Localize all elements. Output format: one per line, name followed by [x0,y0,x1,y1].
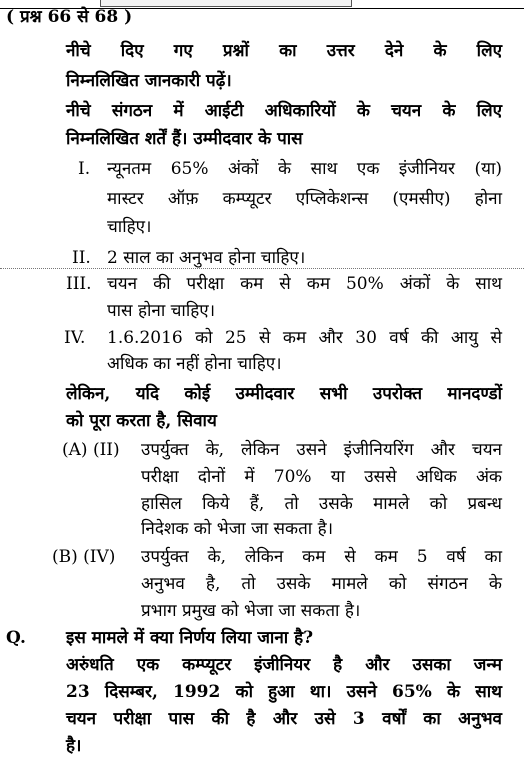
condition-text: 2 साल का अनुभव होना चाहिए। [107,248,306,268]
question-label: Q. [6,628,26,648]
exception-text: प्रभाग प्रमुख को भेजा जा सकता है। [141,601,361,621]
exception-text: परीक्षा दोनों में 70% या उससे अधिक अंक [141,467,502,487]
exception-text: उपर्युक्त के, लेकिन उसने इंजीनियरिंग और चयन [141,440,502,460]
condition-text: मास्टर ऑफ़ कम्प्यूटर एप्लिकेशन्स (एमसीए) होना [107,189,502,209]
case-line-4: है। [66,736,82,756]
condition-text: चयन की परीक्षा कम से कम 50% अंकों के साथ [107,274,502,294]
case-line-2: 23 दिसम्बर, 1992 को हुआ था। उसने 65% के साथ [66,682,502,702]
exception-text: हासिल किये हैं, तो उसके मामले को प्रबन्ध [141,494,502,514]
condition-text: न्यूनतम 65% अंकों के साथ एक इंजीनियर (या) [107,159,502,179]
page-divider [0,268,524,269]
intro-line-3: नीचे संगठन में आईटी अधिकारियों के चयन के लिए [66,101,502,121]
but-line-2: को पूरा करता है, सिवाय [66,411,217,431]
exception-label: (B) (IV) [52,547,116,567]
exception-text: अनुभव है, तो उसके मामले को संगठन के [141,574,502,594]
exception-text: उपर्युक्त के, लेकिन कम से कम 5 वर्ष का [141,547,502,567]
but-line-1: लेकिन, यदि कोई उम्मीदवार सभी उपरोक्त मानदण्डों [66,384,502,404]
condition-number: III. [66,274,92,294]
condition-text: पास होना चाहिए। [107,301,216,321]
question-text: इस मामले में क्या निर्णय लिया जाना है? [66,628,314,648]
intro-line-4: निम्नलिखित शर्तें हैं। उम्मीदवार के पास [66,129,303,149]
cropped-box [100,0,352,7]
exception-label: (A) (II) [62,440,120,460]
intro-line-2: निम्नलिखित जानकारी पढ़ें। [66,71,232,91]
case-line-3: चयन परीक्षा पास की है और उसे 3 वर्षों का अनुभव [66,709,502,729]
condition-text: चाहिए। [107,217,152,237]
exception-text: निदेशक को भेजा जा सकता है। [141,519,334,539]
condition-text: अधिक का नहीं होना चाहिए। [107,354,282,374]
case-line-1: अरुंधति एक कम्प्यूटर इंजीनियर है और उसका जन्म [66,655,502,675]
intro-line-1: नीचे दिए गए प्रश्नों का उत्तर देने के लिए [66,41,502,61]
condition-text: 1.6.2016 को 25 से कम और 30 वर्ष की आयु से [107,328,502,348]
condition-number: II. [72,248,91,268]
section-header: ( प्रश्न 66 से 68 ) [6,7,133,27]
condition-number: IV. [64,328,86,348]
condition-number: I. [78,159,91,179]
